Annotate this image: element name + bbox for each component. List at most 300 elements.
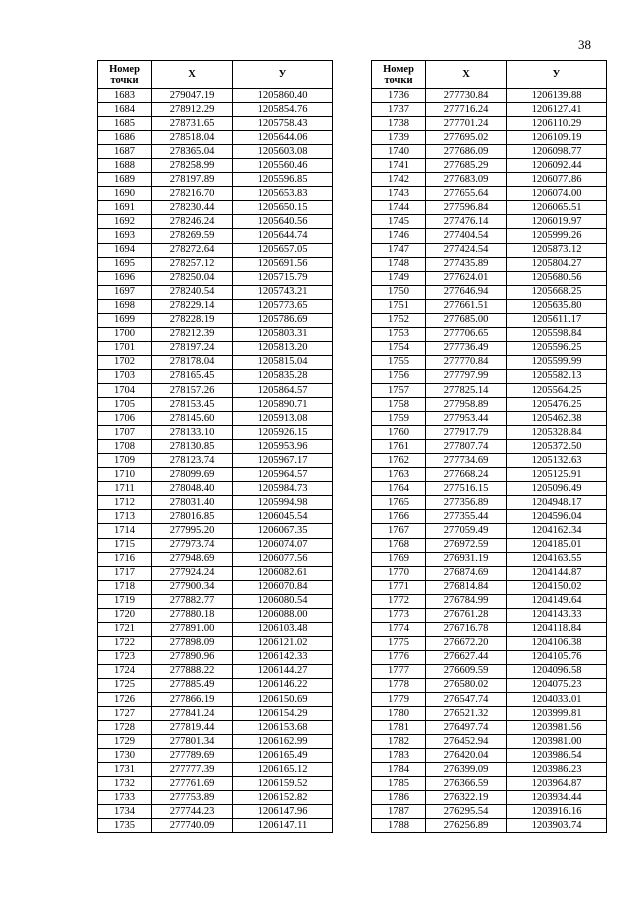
table-row (98, 271, 333, 285)
cell-x: 278250.04 (152, 271, 233, 285)
table-row (98, 622, 333, 636)
table-row (372, 327, 607, 341)
cell-point-number: 1781 (372, 721, 426, 735)
table-row (372, 369, 607, 383)
cell-x: 277761.69 (152, 777, 233, 791)
cell-x: 278257.12 (152, 257, 233, 271)
table-row (98, 664, 333, 678)
coordinates-table-left (97, 60, 333, 833)
cell-point-number: 1729 (98, 735, 152, 749)
table-row (372, 482, 607, 496)
cell-y: 1205599.99 (507, 355, 607, 369)
cell-x: 277797.99 (426, 369, 507, 383)
cell-point-number: 1771 (372, 580, 426, 594)
cell-y: 1206092.44 (507, 159, 607, 173)
header-x: X (152, 61, 233, 89)
cell-y: 1205657.05 (233, 243, 333, 257)
cell-point-number: 1783 (372, 749, 426, 763)
cell-x: 277882.77 (152, 594, 233, 608)
cell-point-number: 1784 (372, 763, 426, 777)
cell-x: 277059.49 (426, 524, 507, 538)
cell-x: 277624.01 (426, 271, 507, 285)
cell-point-number: 1788 (372, 819, 426, 833)
cell-y: 1205596.25 (507, 341, 607, 355)
cell-point-number: 1706 (98, 412, 152, 426)
cell-y: 1204162.34 (507, 524, 607, 538)
cell-point-number: 1715 (98, 538, 152, 552)
table-row (372, 341, 607, 355)
cell-point-number: 1767 (372, 524, 426, 538)
cell-y: 1206153.68 (233, 721, 333, 735)
cell-x: 277900.34 (152, 580, 233, 594)
cell-y: 1206154.29 (233, 707, 333, 721)
cell-y: 1206152.82 (233, 791, 333, 805)
table-row (98, 594, 333, 608)
cell-x: 277685.00 (426, 313, 507, 327)
cell-point-number: 1686 (98, 131, 152, 145)
cell-point-number: 1738 (372, 117, 426, 131)
table-row (372, 496, 607, 510)
cell-point-number: 1782 (372, 735, 426, 749)
cell-y: 1204106.38 (507, 636, 607, 650)
cell-x: 278731.65 (152, 117, 233, 131)
cell-point-number: 1700 (98, 327, 152, 341)
table-row (98, 510, 333, 524)
cell-point-number: 1746 (372, 229, 426, 243)
cell-x: 278178.04 (152, 355, 233, 369)
cell-point-number: 1690 (98, 187, 152, 201)
cell-y: 1205096.49 (507, 482, 607, 496)
cell-y: 1205564.25 (507, 383, 607, 397)
cell-x: 276366.59 (426, 777, 507, 791)
header-number-line1: Номер (383, 63, 414, 75)
cell-x: 277885.49 (152, 678, 233, 692)
cell-x: 277888.22 (152, 664, 233, 678)
table-row (98, 693, 333, 707)
cell-y: 1205758.43 (233, 117, 333, 131)
cell-y: 1205964.57 (233, 468, 333, 482)
cell-x: 277958.89 (426, 398, 507, 412)
cell-point-number: 1745 (372, 215, 426, 229)
cell-y: 1205611.17 (507, 313, 607, 327)
table-row (372, 89, 607, 103)
table-row (372, 173, 607, 187)
cell-point-number: 1779 (372, 693, 426, 707)
cell-x: 277730.84 (426, 89, 507, 103)
table-row (98, 650, 333, 664)
cell-point-number: 1728 (98, 721, 152, 735)
cell-point-number: 1716 (98, 552, 152, 566)
cell-y: 1205860.40 (233, 89, 333, 103)
cell-x: 277516.15 (426, 482, 507, 496)
cell-point-number: 1707 (98, 426, 152, 440)
cell-y: 1203934.44 (507, 791, 607, 805)
cell-y: 1206150.69 (233, 693, 333, 707)
table-row (98, 580, 333, 594)
cell-x: 278228.19 (152, 313, 233, 327)
cell-y: 1205635.80 (507, 299, 607, 313)
cell-point-number: 1751 (372, 299, 426, 313)
cell-point-number: 1696 (98, 271, 152, 285)
cell-x: 276497.74 (426, 721, 507, 735)
cell-y: 1206070.84 (233, 580, 333, 594)
table-row (98, 763, 333, 777)
cell-x: 277744.23 (152, 805, 233, 819)
cell-x: 277819.44 (152, 721, 233, 735)
table-body-left (98, 89, 333, 833)
table-row (372, 426, 607, 440)
table-row (372, 552, 607, 566)
cell-x: 277801.34 (152, 735, 233, 749)
table-row (98, 440, 333, 454)
cell-y: 1204596.04 (507, 510, 607, 524)
table-row (98, 229, 333, 243)
cell-x: 276784.99 (426, 594, 507, 608)
cell-y: 1206127.41 (507, 103, 607, 117)
cell-x: 278258.99 (152, 159, 233, 173)
table-row (98, 608, 333, 622)
table-row (98, 749, 333, 763)
cell-point-number: 1727 (98, 707, 152, 721)
cell-point-number: 1770 (372, 566, 426, 580)
cell-point-number: 1737 (372, 103, 426, 117)
cell-y: 1206147.11 (233, 819, 333, 833)
table-row (372, 285, 607, 299)
cell-y: 1206165.12 (233, 763, 333, 777)
table-row (98, 552, 333, 566)
cell-x: 278197.24 (152, 341, 233, 355)
cell-y: 1205815.04 (233, 355, 333, 369)
table-row (372, 383, 607, 397)
table-row (98, 159, 333, 173)
cell-y: 1206074.00 (507, 187, 607, 201)
cell-x: 278048.40 (152, 482, 233, 496)
cell-point-number: 1733 (98, 791, 152, 805)
table-row (372, 187, 607, 201)
cell-y: 1203981.00 (507, 735, 607, 749)
cell-point-number: 1730 (98, 749, 152, 763)
cell-point-number: 1739 (372, 131, 426, 145)
cell-point-number: 1755 (372, 355, 426, 369)
cell-y: 1206077.56 (233, 552, 333, 566)
cell-x: 277683.09 (426, 173, 507, 187)
cell-point-number: 1713 (98, 510, 152, 524)
table-row (372, 440, 607, 454)
table-row (372, 510, 607, 524)
cell-x: 277695.02 (426, 131, 507, 145)
cell-y: 1206121.02 (233, 636, 333, 650)
table-row (98, 398, 333, 412)
cell-x: 278031.40 (152, 496, 233, 510)
cell-point-number: 1774 (372, 622, 426, 636)
table-row (372, 636, 607, 650)
header-y: У (233, 61, 333, 89)
cell-point-number: 1695 (98, 257, 152, 271)
cell-y: 1205372.50 (507, 440, 607, 454)
cell-y: 1203986.54 (507, 749, 607, 763)
cell-y: 1205640.56 (233, 215, 333, 229)
table-row (98, 566, 333, 580)
cell-y: 1205953.96 (233, 440, 333, 454)
cell-point-number: 1734 (98, 805, 152, 819)
cell-point-number: 1761 (372, 440, 426, 454)
table-row (372, 215, 607, 229)
cell-point-number: 1704 (98, 383, 152, 397)
cell-point-number: 1722 (98, 636, 152, 650)
table-row (372, 608, 607, 622)
cell-point-number: 1777 (372, 664, 426, 678)
cell-point-number: 1750 (372, 285, 426, 299)
cell-point-number: 1773 (372, 608, 426, 622)
cell-x: 277740.09 (152, 819, 233, 833)
cell-x: 277825.14 (426, 383, 507, 397)
cell-y: 1206067.35 (233, 524, 333, 538)
cell-x: 277686.09 (426, 145, 507, 159)
cell-y: 1206142.33 (233, 650, 333, 664)
header-number-line1: Номер (109, 63, 140, 75)
table-row (372, 145, 607, 159)
table-row (372, 468, 607, 482)
cell-x: 276295.54 (426, 805, 507, 819)
table-row (372, 650, 607, 664)
cell-y: 1205926.15 (233, 426, 333, 440)
cell-point-number: 1720 (98, 608, 152, 622)
table-row (98, 89, 333, 103)
cell-y: 1206139.88 (507, 89, 607, 103)
cell-x: 277995.20 (152, 524, 233, 538)
cell-y: 1205873.12 (507, 243, 607, 257)
cell-point-number: 1762 (372, 454, 426, 468)
cell-y: 1206074.07 (233, 538, 333, 552)
cell-y: 1205984.73 (233, 482, 333, 496)
cell-x: 278123.74 (152, 454, 233, 468)
cell-y: 1203981.56 (507, 721, 607, 735)
table-row (98, 299, 333, 313)
table-row (372, 538, 607, 552)
cell-y: 1206080.54 (233, 594, 333, 608)
cell-point-number: 1768 (372, 538, 426, 552)
cell-y: 1205913.08 (233, 412, 333, 426)
cell-point-number: 1732 (98, 777, 152, 791)
table-row (372, 299, 607, 313)
cell-x: 277807.74 (426, 440, 507, 454)
header-number-line2: точки (384, 74, 413, 86)
cell-x: 276814.84 (426, 580, 507, 594)
cell-y: 1205132.63 (507, 454, 607, 468)
cell-y: 1206103.48 (233, 622, 333, 636)
cell-point-number: 1697 (98, 285, 152, 299)
table-row (372, 735, 607, 749)
cell-point-number: 1759 (372, 412, 426, 426)
cell-x: 277880.18 (152, 608, 233, 622)
cell-point-number: 1685 (98, 117, 152, 131)
cell-point-number: 1778 (372, 678, 426, 692)
table-row (372, 454, 607, 468)
table-row (372, 243, 607, 257)
cell-point-number: 1743 (372, 187, 426, 201)
cell-x: 277476.14 (426, 215, 507, 229)
table-row (98, 426, 333, 440)
table-row (98, 524, 333, 538)
cell-x: 278269.59 (152, 229, 233, 243)
cell-y: 1205691.56 (233, 257, 333, 271)
cell-x: 277716.24 (426, 103, 507, 117)
table-row (98, 131, 333, 145)
table-row (98, 369, 333, 383)
cell-x: 278197.89 (152, 173, 233, 187)
cell-x: 276322.19 (426, 791, 507, 805)
table-row (98, 103, 333, 117)
cell-point-number: 1719 (98, 594, 152, 608)
cell-point-number: 1764 (372, 482, 426, 496)
cell-x: 277777.39 (152, 763, 233, 777)
table-header-row (98, 61, 333, 89)
cell-point-number: 1757 (372, 383, 426, 397)
cell-x: 277596.84 (426, 201, 507, 215)
table-row (372, 412, 607, 426)
cell-x: 276420.04 (426, 749, 507, 763)
table-row (372, 749, 607, 763)
table-row (372, 791, 607, 805)
header-x: X (426, 61, 507, 89)
table-row (98, 819, 333, 833)
cell-x: 278912.29 (152, 103, 233, 117)
table-row (98, 496, 333, 510)
table-row (372, 721, 607, 735)
cell-x: 277973.74 (152, 538, 233, 552)
cell-x: 277355.44 (426, 510, 507, 524)
table-row (98, 721, 333, 735)
cell-x: 277655.64 (426, 187, 507, 201)
cell-x: 278272.64 (152, 243, 233, 257)
table-row (98, 285, 333, 299)
cell-point-number: 1698 (98, 299, 152, 313)
table-row (98, 313, 333, 327)
table-body-right (372, 89, 607, 833)
cell-y: 1205476.25 (507, 398, 607, 412)
cell-point-number: 1785 (372, 777, 426, 791)
header-point-number (372, 61, 426, 89)
cell-point-number: 1735 (98, 819, 152, 833)
cell-x: 277661.51 (426, 299, 507, 313)
cell-y: 1206144.27 (233, 664, 333, 678)
cell-x: 277356.89 (426, 496, 507, 510)
cell-point-number: 1702 (98, 355, 152, 369)
cell-x: 278229.14 (152, 299, 233, 313)
cell-point-number: 1758 (372, 398, 426, 412)
table-row (372, 622, 607, 636)
cell-point-number: 1760 (372, 426, 426, 440)
cell-x: 278518.04 (152, 131, 233, 145)
cell-point-number: 1736 (372, 89, 426, 103)
cell-y: 1204096.58 (507, 664, 607, 678)
cell-y: 1204150.02 (507, 580, 607, 594)
cell-y: 1203999.81 (507, 707, 607, 721)
table-row (98, 117, 333, 131)
cell-y: 1206159.52 (233, 777, 333, 791)
cell-point-number: 1693 (98, 229, 152, 243)
table-row (372, 777, 607, 791)
table-row (372, 257, 607, 271)
cell-y: 1205644.06 (233, 131, 333, 145)
cell-point-number: 1710 (98, 468, 152, 482)
cell-y: 1206098.77 (507, 145, 607, 159)
cell-point-number: 1725 (98, 678, 152, 692)
table-row (372, 805, 607, 819)
cell-point-number: 1772 (372, 594, 426, 608)
cell-y: 1203986.23 (507, 763, 607, 777)
table-row (372, 594, 607, 608)
cell-point-number: 1699 (98, 313, 152, 327)
cell-point-number: 1703 (98, 369, 152, 383)
table-row (98, 707, 333, 721)
cell-x: 278365.04 (152, 145, 233, 159)
cell-x: 276931.19 (426, 552, 507, 566)
cell-x: 278246.24 (152, 215, 233, 229)
table-row (98, 482, 333, 496)
cell-y: 1205596.85 (233, 173, 333, 187)
cell-y: 1206065.51 (507, 201, 607, 215)
cell-x: 278099.69 (152, 468, 233, 482)
cell-x: 277924.24 (152, 566, 233, 580)
cell-x: 276874.69 (426, 566, 507, 580)
table-header-row (372, 61, 607, 89)
table-row (98, 341, 333, 355)
cell-x: 277890.96 (152, 650, 233, 664)
cell-x: 278240.54 (152, 285, 233, 299)
cell-y: 1204105.76 (507, 650, 607, 664)
cell-point-number: 1705 (98, 398, 152, 412)
table-row (98, 187, 333, 201)
table-row (98, 538, 333, 552)
cell-y: 1205462.38 (507, 412, 607, 426)
cell-y: 1205603.08 (233, 145, 333, 159)
cell-y: 1204143.33 (507, 608, 607, 622)
cell-x: 277404.54 (426, 229, 507, 243)
table-row (98, 201, 333, 215)
cell-x: 276547.74 (426, 693, 507, 707)
cell-point-number: 1744 (372, 201, 426, 215)
cell-y: 1205967.17 (233, 454, 333, 468)
cell-x: 277736.49 (426, 341, 507, 355)
cell-y: 1206019.97 (507, 215, 607, 229)
cell-x: 276399.09 (426, 763, 507, 777)
cell-y: 1204118.84 (507, 622, 607, 636)
cell-y: 1205803.31 (233, 327, 333, 341)
cell-point-number: 1691 (98, 201, 152, 215)
cell-point-number: 1756 (372, 369, 426, 383)
page-number: 38 (578, 37, 591, 52)
table-row (372, 707, 607, 721)
cell-x: 276452.94 (426, 735, 507, 749)
cell-y: 1206088.00 (233, 608, 333, 622)
cell-x: 278212.39 (152, 327, 233, 341)
cell-y: 1205804.27 (507, 257, 607, 271)
table-row (372, 159, 607, 173)
table-row (372, 524, 607, 538)
cell-point-number: 1786 (372, 791, 426, 805)
cell-point-number: 1749 (372, 271, 426, 285)
cell-y: 1203903.74 (507, 819, 607, 833)
table-row (372, 313, 607, 327)
cell-y: 1205743.21 (233, 285, 333, 299)
cell-point-number: 1752 (372, 313, 426, 327)
cell-point-number: 1724 (98, 664, 152, 678)
cell-y: 1205582.13 (507, 369, 607, 383)
cell-point-number: 1712 (98, 496, 152, 510)
cell-point-number: 1787 (372, 805, 426, 819)
cell-point-number: 1731 (98, 763, 152, 777)
